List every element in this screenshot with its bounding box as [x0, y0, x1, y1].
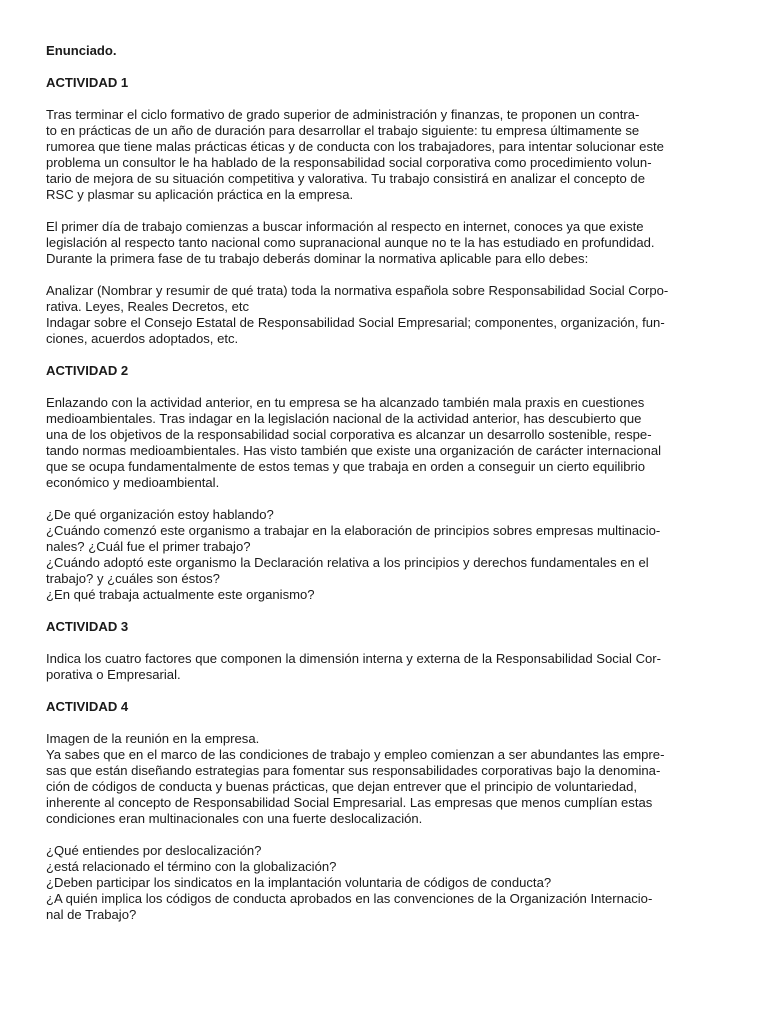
paragraph [46, 843, 728, 923]
paragraph [46, 651, 728, 683]
text-line: condiciones eran multinacionales con una fuerte deslocalización. [46, 811, 423, 826]
text-line: ¿A quién implica los códigos de conducta aprobados en las convenciones de la Organización Internacio- [46, 891, 653, 906]
text-line: porativa o Empresarial. [46, 667, 181, 682]
paragraph [46, 219, 728, 267]
document-content [46, 75, 728, 923]
text-line: una de los objetivos de la responsabilidad social corporativa es alcanzar un desarrollo sostenible, respe- [46, 427, 652, 442]
text-line: rumorea que tiene malas prácticas éticas y de conducta con los trabajadores, para intentar solucionar este [46, 139, 664, 154]
text-line: inherente al concepto de Responsabilidad Social Empresarial. Las empresas que menos cumplían estas [46, 795, 653, 810]
paragraph [46, 507, 728, 603]
text-line: ¿Cuándo adoptó este organismo la Declaración relativa a los principios y derechos fundamentales en el [46, 555, 649, 570]
text-line: nales? ¿Cuál fue el primer trabajo? [46, 539, 251, 554]
paragraph [46, 731, 728, 827]
activity-heading: ACTIVIDAD 4 [46, 699, 129, 714]
text-line: El primer día de trabajo comienzas a buscar información al respecto en internet, conoces ya que existe [46, 219, 644, 234]
text-line: RSC y plasmar su aplicación práctica en la empresa. [46, 187, 354, 202]
text-line: ción de códigos de conducta y buenas prácticas, que dejan entrever que el principio de voluntariedad, [46, 779, 638, 794]
paragraph [46, 107, 728, 203]
activity-heading: ACTIVIDAD 3 [46, 619, 129, 634]
text-line: que se ocupa fundamentalmente de estos temas y que trabaja en orden a conseguir un cierto equilibrio [46, 459, 646, 474]
text-line: Tras terminar el ciclo formativo de grado superior de administración y finanzas, te proponen un contra- [46, 107, 640, 122]
text-line: Analizar (Nombrar y resumir de qué trata) toda la normativa española sobre Responsabilidad Social Corpo- [46, 283, 669, 298]
document-title: Enunciado. [46, 43, 117, 58]
text-line: ciones, acuerdos adoptados, etc. [46, 331, 239, 346]
text-line: medioambientales. Tras indagar en la legislación nacional de la actividad anterior, has descubierto que [46, 411, 642, 426]
text-line: tando normas medioambientales. Has visto también que existe una organización de carácter internacional [46, 443, 662, 458]
text-line: económico y medioambiental. [46, 475, 220, 490]
text-line: to en prácticas de un año de duración para desarrollar el trabajo siguiente: tu empresa últimamente se [46, 123, 640, 138]
text-line: Durante la primera fase de tu trabajo deberás dominar la normativa aplicable para ello debes: [46, 251, 589, 266]
text-line: ¿En qué trabaja actualmente este organismo? [46, 587, 315, 602]
text-line: ¿está relacionado el término con la globalización? [46, 859, 337, 874]
text-line: Indagar sobre el Consejo Estatal de Responsabilidad Social Empresarial; componentes, organización, fun- [46, 315, 665, 330]
paragraph [46, 283, 728, 347]
paragraph [46, 395, 728, 491]
text-line: trabajo? y ¿cuáles son éstos? [46, 571, 220, 586]
text-line: sas que están diseñando estrategias para fomentar sus responsabilidades corporativas bajo la denomina- [46, 763, 661, 778]
activity-heading: ACTIVIDAD 2 [46, 363, 129, 378]
text-line: Indica los cuatro factores que componen la dimensión interna y externa de la Responsabilidad Social Cor- [46, 651, 662, 666]
activity-section-2 [46, 363, 728, 603]
activity-section-1 [46, 75, 728, 347]
text-line: nal de Trabajo? [46, 907, 137, 922]
text-line: problema un consultor le ha hablado de la responsabilidad social corporativa como procedimiento volun- [46, 155, 652, 170]
text-line: Enlazando con la actividad anterior, en tu empresa se ha alcanzado también mala praxis en cuestiones [46, 395, 645, 410]
activity-section-4 [46, 699, 728, 923]
text-line: tario de mejora de su situación competitiva y valorativa. Tu trabajo consistirá en analizar el concepto de [46, 171, 645, 186]
text-line: ¿Deben participar los sindicatos en la implantación voluntaria de códigos de conducta? [46, 875, 552, 890]
activity-heading: ACTIVIDAD 1 [46, 75, 129, 90]
text-line: ¿Qué entiendes por deslocalización? [46, 843, 262, 858]
text-line: ¿Cuándo comenzó este organismo a trabajar en la elaboración de principios sobres empresas multinacio- [46, 523, 661, 538]
activity-section-3 [46, 619, 728, 683]
text-line: rativa. Leyes, Reales Decretos, etc [46, 299, 250, 314]
text-line: ¿De qué organización estoy hablando? [46, 507, 274, 522]
text-line: Imagen de la reunión en la empresa. [46, 731, 260, 746]
text-line: legislación al respecto tanto nacional como supranacional aunque no te la has estudiado en profundidad. [46, 235, 655, 250]
text-line: Ya sabes que en el marco de las condiciones de trabajo y empleo comienzan a ser abundantes las empre- [46, 747, 665, 762]
